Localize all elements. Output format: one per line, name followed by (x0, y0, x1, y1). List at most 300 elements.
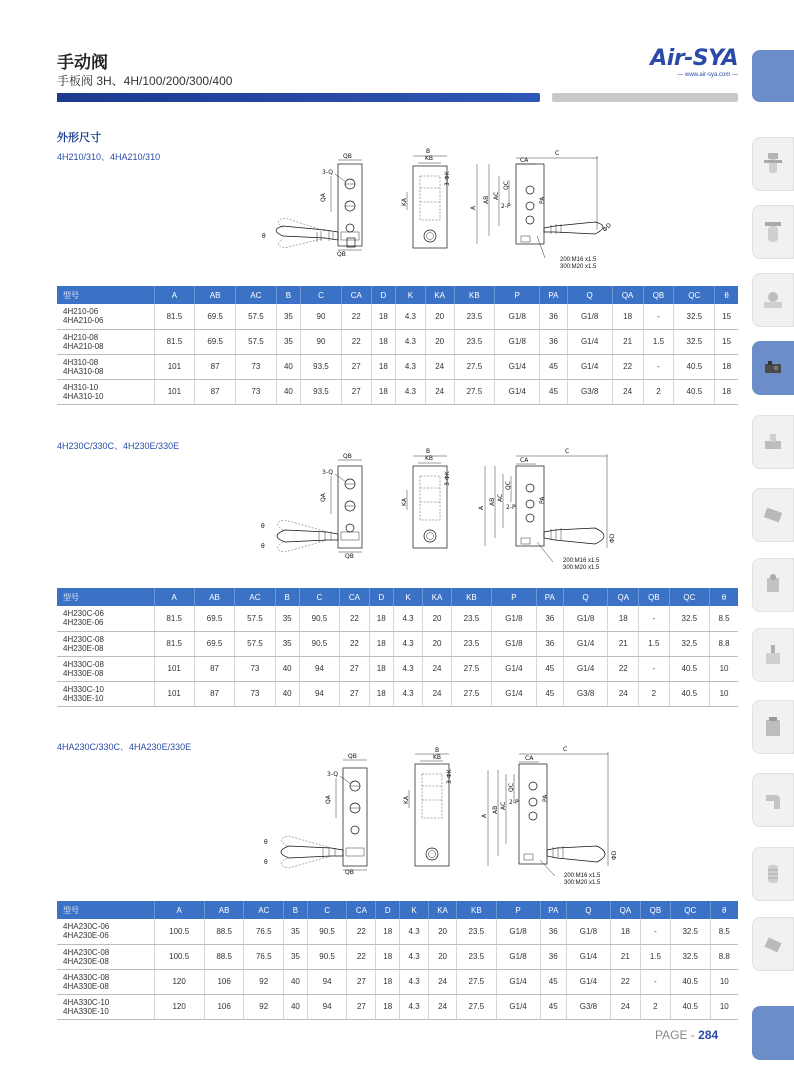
value-cell: 15 (715, 304, 738, 329)
column-header: KB (451, 588, 491, 606)
column-header: 型号 (57, 901, 154, 919)
table-body (57, 304, 738, 404)
value-cell: 4.3 (396, 329, 426, 354)
column-header: θ (715, 286, 738, 304)
value-cell: 76.5 (244, 944, 284, 969)
column-header: A (154, 286, 195, 304)
value-cell: 40 (276, 379, 300, 404)
value-cell: G1/4 (563, 656, 608, 681)
column-header: AB (195, 286, 236, 304)
dimension-drawing (255, 444, 625, 576)
value-cell: 1.5 (640, 944, 670, 969)
value-cell: 18 (608, 606, 639, 631)
value-cell: 36 (540, 304, 567, 329)
table-row (57, 631, 738, 656)
svg-text:C: C (563, 746, 568, 753)
svg-text:θ: θ (264, 839, 268, 846)
thread-note (560, 257, 596, 271)
value-cell: 69.5 (194, 606, 234, 631)
table-header-row (57, 588, 738, 606)
table-body (57, 919, 738, 1019)
value-cell: - (643, 354, 674, 379)
value-cell: 4.3 (393, 606, 423, 631)
value-cell: 92 (244, 994, 284, 1019)
svg-text:3-ΦK: 3-ΦK (446, 769, 453, 784)
value-cell: 40.5 (669, 681, 709, 706)
model-name: 4HA310-10 (63, 391, 104, 401)
side-tab-cylinder[interactable] (752, 488, 794, 542)
model-name: 4HA230C-08 (63, 947, 110, 957)
column-header: QC (670, 901, 710, 919)
value-cell: G1/4 (567, 354, 612, 379)
side-tab-filter-regulator[interactable] (752, 137, 794, 191)
svg-text:AB: AB (483, 195, 490, 204)
svg-text:QB: QB (343, 453, 352, 460)
value-cell: 1.5 (639, 631, 670, 656)
spec-table (57, 901, 738, 1020)
value-cell: 24 (429, 969, 457, 994)
column-header: QA (612, 286, 643, 304)
value-cell: 87 (194, 681, 234, 706)
value-cell: 69.5 (195, 329, 236, 354)
value-cell: 22 (347, 944, 376, 969)
value-cell: 22 (341, 329, 371, 354)
column-header: QC (674, 286, 715, 304)
value-cell: 8.8 (710, 631, 738, 656)
value-cell: 32.5 (669, 631, 709, 656)
svg-text:ΦD: ΦD (611, 850, 618, 860)
model-name: 4H210-06 (63, 307, 99, 317)
value-cell: 27 (341, 379, 371, 404)
column-header: A (154, 588, 194, 606)
svg-text:AB: AB (492, 805, 499, 814)
value-cell: 81.5 (154, 304, 195, 329)
manual-valve-icon (762, 355, 784, 381)
value-cell: 40 (276, 354, 300, 379)
value-cell: 24 (610, 994, 640, 1019)
side-tab-bottom[interactable] (752, 1006, 794, 1060)
value-cell: 40 (284, 969, 308, 994)
value-cell: - (643, 304, 674, 329)
group-label: 4HA230C/330C、4HA230E/330E (57, 742, 192, 752)
model-cell (57, 656, 154, 681)
value-cell: 69.5 (194, 631, 234, 656)
value-cell: G1/8 (495, 329, 540, 354)
table-row (57, 354, 738, 379)
side-tab-manual-valve[interactable] (752, 341, 794, 395)
column-header: C (301, 286, 342, 304)
value-cell: 32.5 (670, 944, 710, 969)
svg-text:AC: AC (497, 493, 504, 502)
svg-text:KB: KB (433, 754, 442, 761)
value-cell: G1/8 (496, 919, 540, 944)
value-cell: 45 (540, 969, 566, 994)
svg-text:QA: QA (320, 193, 327, 202)
value-cell: 23.5 (454, 329, 495, 354)
svg-text:PA: PA (539, 496, 546, 504)
svg-text:QC: QC (503, 181, 510, 190)
column-header: AC (244, 901, 284, 919)
value-cell: 35 (276, 329, 300, 354)
note-line: 200:M16 x1.5 (564, 873, 601, 879)
model-cell (57, 919, 154, 944)
side-tab-fitting[interactable] (752, 700, 794, 754)
value-cell: 18 (369, 631, 393, 656)
svg-text:QB: QB (345, 553, 354, 560)
value-cell: 32.5 (669, 606, 709, 631)
value-cell: 2 (640, 994, 670, 1019)
value-cell: G1/4 (496, 969, 540, 994)
column-header: AC (236, 286, 277, 304)
table-row (57, 606, 738, 631)
column-header: Q (566, 901, 610, 919)
column-header: QB (640, 901, 670, 919)
model-name: 4HA230E-06 (63, 931, 109, 941)
value-cell: 57.5 (235, 631, 275, 656)
column-header: CA (347, 901, 376, 919)
value-cell: 40.5 (669, 656, 709, 681)
value-cell: 20 (425, 329, 454, 354)
value-cell: 100.5 (154, 919, 204, 944)
table-row (57, 969, 738, 994)
column-header: B (284, 901, 308, 919)
svg-text:B: B (435, 747, 440, 754)
svg-text:3-ΦK: 3-ΦK (444, 471, 451, 486)
svg-text:2-P: 2-P (501, 203, 511, 210)
value-cell: 4.3 (393, 631, 423, 656)
value-cell: 35 (276, 304, 300, 329)
value-cell: G1/8 (563, 606, 608, 631)
value-cell: 36 (540, 944, 566, 969)
value-cell: G1/4 (566, 969, 610, 994)
model-name: 4H330C-10 (63, 684, 104, 694)
page-number-value: 284 (698, 1028, 719, 1042)
column-header: AB (194, 588, 234, 606)
table-row (57, 379, 738, 404)
svg-text:QC: QC (508, 783, 515, 792)
value-cell: 4.3 (396, 304, 426, 329)
column-header: P (495, 286, 540, 304)
value-cell: - (640, 969, 670, 994)
value-cell: 73 (235, 681, 275, 706)
value-cell: 27.5 (457, 994, 497, 1019)
svg-text:QB: QB (348, 753, 357, 760)
model-name: 4H230E-08 (63, 643, 104, 653)
value-cell: 101 (154, 354, 195, 379)
svg-text:2-P: 2-P (509, 799, 519, 806)
svg-text:A: A (481, 813, 488, 818)
value-cell: 18 (369, 681, 393, 706)
value-cell: 100.5 (154, 944, 204, 969)
value-cell: 36 (540, 329, 567, 354)
value-cell: 24 (423, 681, 451, 706)
spec-table (57, 286, 738, 405)
value-cell: 4.3 (400, 994, 429, 1019)
value-cell: G1/4 (566, 944, 610, 969)
column-header: K (396, 286, 426, 304)
value-cell: 18 (369, 606, 393, 631)
column-header: PA (536, 588, 563, 606)
page-number (655, 1028, 718, 1042)
side-tab-silencer[interactable] (752, 847, 794, 901)
header-bar-secondary (552, 93, 738, 102)
value-cell: 40 (275, 656, 299, 681)
svg-text:KB: KB (425, 155, 434, 162)
svg-text:3-Q: 3-Q (322, 469, 333, 476)
value-cell: 18 (371, 329, 395, 354)
value-cell: 20 (429, 944, 457, 969)
value-cell: 18 (612, 304, 643, 329)
model-name: 4HA310-08 (63, 366, 104, 376)
value-cell: 73 (236, 379, 277, 404)
column-header: 型号 (57, 588, 154, 606)
value-cell: 87 (194, 656, 234, 681)
model-name: 4H330E-08 (63, 668, 104, 678)
value-cell: 27 (340, 656, 370, 681)
column-header: θ (710, 588, 738, 606)
svg-text:PA: PA (542, 794, 549, 802)
svg-text:θ: θ (261, 523, 265, 530)
value-cell: 90.5 (299, 631, 339, 656)
value-cell: 90.5 (307, 944, 347, 969)
value-cell: 90.5 (299, 606, 339, 631)
value-cell: 45 (540, 354, 567, 379)
value-cell: 15 (715, 329, 738, 354)
value-cell: 10 (710, 656, 738, 681)
dimension-drawing (255, 746, 625, 888)
svg-text:QC: QC (505, 481, 512, 490)
value-cell: 18 (376, 919, 400, 944)
table-row (57, 994, 738, 1019)
value-cell: 18 (376, 969, 400, 994)
value-cell: 4.3 (396, 354, 426, 379)
side-tab-elbow[interactable] (752, 773, 794, 827)
value-cell: 27 (347, 969, 376, 994)
value-cell: 8.5 (710, 606, 738, 631)
value-cell: 21 (608, 631, 639, 656)
table-row (57, 944, 738, 969)
value-cell: 76.5 (244, 919, 284, 944)
value-cell: 94 (307, 969, 347, 994)
column-header: K (400, 901, 429, 919)
thread-note (563, 558, 599, 572)
svg-text:A: A (470, 205, 477, 210)
value-cell: - (639, 656, 670, 681)
silencer-icon (762, 861, 784, 887)
svg-text:B: B (426, 148, 431, 155)
column-header: KA (429, 901, 457, 919)
cylinder-icon (762, 502, 784, 528)
value-cell: 20 (425, 304, 454, 329)
model-cell (57, 681, 154, 706)
table-header-row (57, 286, 738, 304)
svg-text:B: B (426, 448, 431, 455)
value-cell: G3/8 (563, 681, 608, 706)
value-cell: 120 (154, 994, 204, 1019)
model-cell (57, 304, 154, 329)
value-cell: G1/4 (492, 681, 537, 706)
value-cell: 18 (371, 354, 395, 379)
value-cell: 87 (195, 354, 236, 379)
svg-text:CA: CA (520, 457, 529, 464)
column-header: KA (423, 588, 451, 606)
value-cell: 21 (610, 944, 640, 969)
value-cell: 101 (154, 656, 194, 681)
logo-text: Air-SYA (650, 46, 738, 71)
svg-text:A: A (478, 505, 485, 510)
column-header: 型号 (57, 286, 154, 304)
column-header: PA (540, 286, 567, 304)
value-cell: 81.5 (154, 631, 194, 656)
value-cell: G1/4 (563, 631, 608, 656)
value-cell: 35 (275, 606, 299, 631)
side-tab-valve-body[interactable] (752, 558, 794, 612)
svg-text:KA: KA (403, 796, 410, 804)
value-cell: G1/4 (495, 379, 540, 404)
value-cell: 90 (301, 329, 342, 354)
value-cell: 4.3 (393, 681, 423, 706)
value-cell: 93.5 (301, 354, 342, 379)
model-cell (57, 354, 154, 379)
value-cell: 40.5 (674, 354, 715, 379)
column-header: P (492, 588, 537, 606)
value-cell: G1/8 (495, 304, 540, 329)
column-header: QA (610, 901, 640, 919)
column-header: KA (425, 286, 454, 304)
svg-text:AB: AB (489, 497, 496, 506)
accessory-icon (762, 931, 784, 957)
value-cell: 23.5 (454, 304, 495, 329)
note-line: 300:M20 x1.5 (564, 880, 601, 886)
note-line: 300:M20 x1.5 (560, 264, 597, 270)
value-cell: 36 (540, 919, 566, 944)
column-header: θ (710, 901, 738, 919)
value-cell: 92 (244, 969, 284, 994)
svg-text:3-Q: 3-Q (327, 771, 338, 778)
value-cell: 18 (369, 656, 393, 681)
value-cell: 18 (371, 379, 395, 404)
value-cell: 22 (340, 631, 370, 656)
svg-text:AC: AC (500, 801, 507, 810)
model-cell (57, 969, 154, 994)
value-cell: 20 (423, 631, 451, 656)
value-cell: 24 (425, 379, 454, 404)
value-cell: - (639, 606, 670, 631)
group-label: 4H210/310、4HA210/310 (57, 152, 161, 162)
column-header: AC (235, 588, 275, 606)
value-cell: 27.5 (451, 681, 491, 706)
model-cell (57, 944, 154, 969)
column-header: AB (204, 901, 244, 919)
value-cell: 22 (610, 969, 640, 994)
value-cell: G1/8 (566, 919, 610, 944)
value-cell: 27 (347, 994, 376, 1019)
value-cell: 120 (154, 969, 204, 994)
value-cell: 40.5 (670, 994, 710, 1019)
side-tab-valve[interactable] (752, 273, 794, 327)
column-header: K (393, 588, 423, 606)
value-cell: 22 (341, 304, 371, 329)
column-header: QA (608, 588, 639, 606)
value-cell: 22 (347, 919, 376, 944)
value-cell: 35 (284, 944, 308, 969)
thread-note (564, 873, 600, 887)
side-tab-filter[interactable] (752, 205, 794, 259)
logo-url: — www.air-sya.com — (677, 72, 738, 78)
value-cell: 4.3 (400, 919, 429, 944)
value-cell: 40 (275, 681, 299, 706)
column-header: CA (340, 588, 370, 606)
model-name: 4H210-08 (63, 332, 99, 342)
value-cell: 36 (536, 606, 563, 631)
value-cell: 45 (540, 994, 566, 1019)
value-cell: 10 (710, 994, 738, 1019)
value-cell: - (640, 919, 670, 944)
svg-text:C: C (555, 150, 560, 157)
model-name: 4H230C-08 (63, 634, 104, 644)
value-cell: 35 (275, 631, 299, 656)
side-tab-accessory[interactable] (752, 917, 794, 971)
model-cell (57, 329, 154, 354)
value-cell: 10 (710, 681, 738, 706)
svg-text:CA: CA (525, 755, 534, 762)
model-name: 4HA330C-08 (63, 972, 110, 982)
value-cell: 8.8 (710, 944, 738, 969)
value-cell: 23.5 (451, 631, 491, 656)
column-header: Q (567, 286, 612, 304)
model-name: 4HA230E-08 (63, 956, 109, 966)
svg-text:2-P: 2-P (506, 504, 516, 511)
table-row (57, 681, 738, 706)
value-cell: 35 (284, 919, 308, 944)
fitting-icon (762, 714, 784, 740)
value-cell: 57.5 (236, 329, 277, 354)
column-header: KB (457, 901, 497, 919)
model-name: 4HA210-08 (63, 341, 104, 351)
value-cell: 4.3 (400, 944, 429, 969)
value-cell: 18 (610, 919, 640, 944)
value-cell: G1/4 (496, 994, 540, 1019)
value-cell: G1/8 (567, 304, 612, 329)
side-tab-solenoid[interactable] (752, 415, 794, 469)
column-header: QB (639, 588, 670, 606)
column-header: C (299, 588, 339, 606)
column-header: D (371, 286, 395, 304)
value-cell: 36 (536, 631, 563, 656)
column-header: D (376, 901, 400, 919)
value-cell: G1/8 (496, 944, 540, 969)
value-cell: 18 (715, 379, 738, 404)
value-cell: 2 (643, 379, 674, 404)
value-cell: 93.5 (301, 379, 342, 404)
page-prefix: PAGE - (655, 1028, 695, 1042)
model-name: 4HA230C-06 (63, 922, 110, 932)
elbow-icon (762, 787, 784, 813)
value-cell: 18 (376, 944, 400, 969)
model-cell (57, 379, 154, 404)
value-cell: 18 (376, 994, 400, 1019)
value-cell: 40.5 (674, 379, 715, 404)
side-tab-actuator[interactable] (752, 628, 794, 682)
side-tab-top[interactable] (752, 50, 794, 102)
value-cell: 88.5 (204, 944, 244, 969)
value-cell: 45 (540, 379, 567, 404)
table-row (57, 656, 738, 681)
model-cell (57, 606, 154, 631)
model-name: 4H310-10 (63, 382, 99, 392)
note-line: 300:M20 x1.5 (563, 565, 600, 571)
valve-icon (762, 287, 784, 313)
